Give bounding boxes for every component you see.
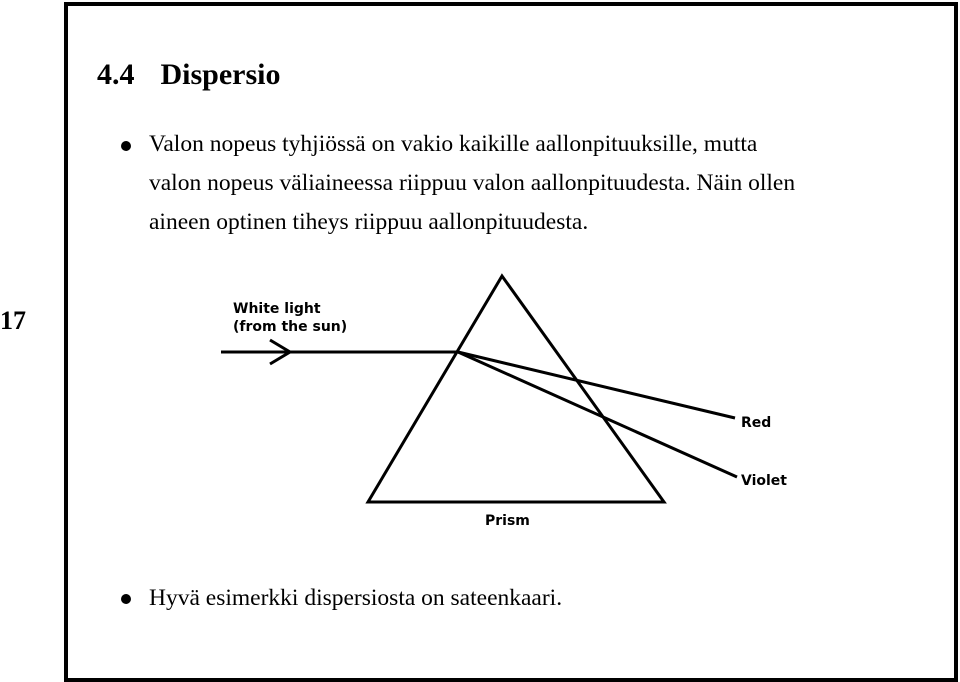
section-title: Dispersio xyxy=(160,58,281,91)
bullet-1-line-3: aineen optinen tiheys riippuu aallonpituudesta. xyxy=(149,209,589,235)
red-label: Red xyxy=(741,415,772,431)
bullet-1-line-1: Valon nopeus tyhjiössä on vakio kaikille aallonpituuksille, mutta xyxy=(149,131,758,157)
violet-ray xyxy=(458,352,737,477)
white-light-label: White light xyxy=(233,301,321,317)
section-number: 4.4 xyxy=(97,58,135,91)
bullet-paragraph-2 xyxy=(149,579,562,618)
violet-label: Violet xyxy=(741,473,787,489)
page-number: 17 xyxy=(0,306,26,335)
prism-label: Prism xyxy=(485,513,530,529)
bullet-2-line-1: Hyvä esimerkki dispersiosta on sateenkaari. xyxy=(149,585,563,611)
bullet-1-line-2: valon nopeus väliaineessa riippuu valon aallonpituudesta. Näin ollen xyxy=(149,170,796,196)
from-the-sun-label: (from the sun) xyxy=(233,319,348,335)
bullet-dot xyxy=(121,594,131,604)
